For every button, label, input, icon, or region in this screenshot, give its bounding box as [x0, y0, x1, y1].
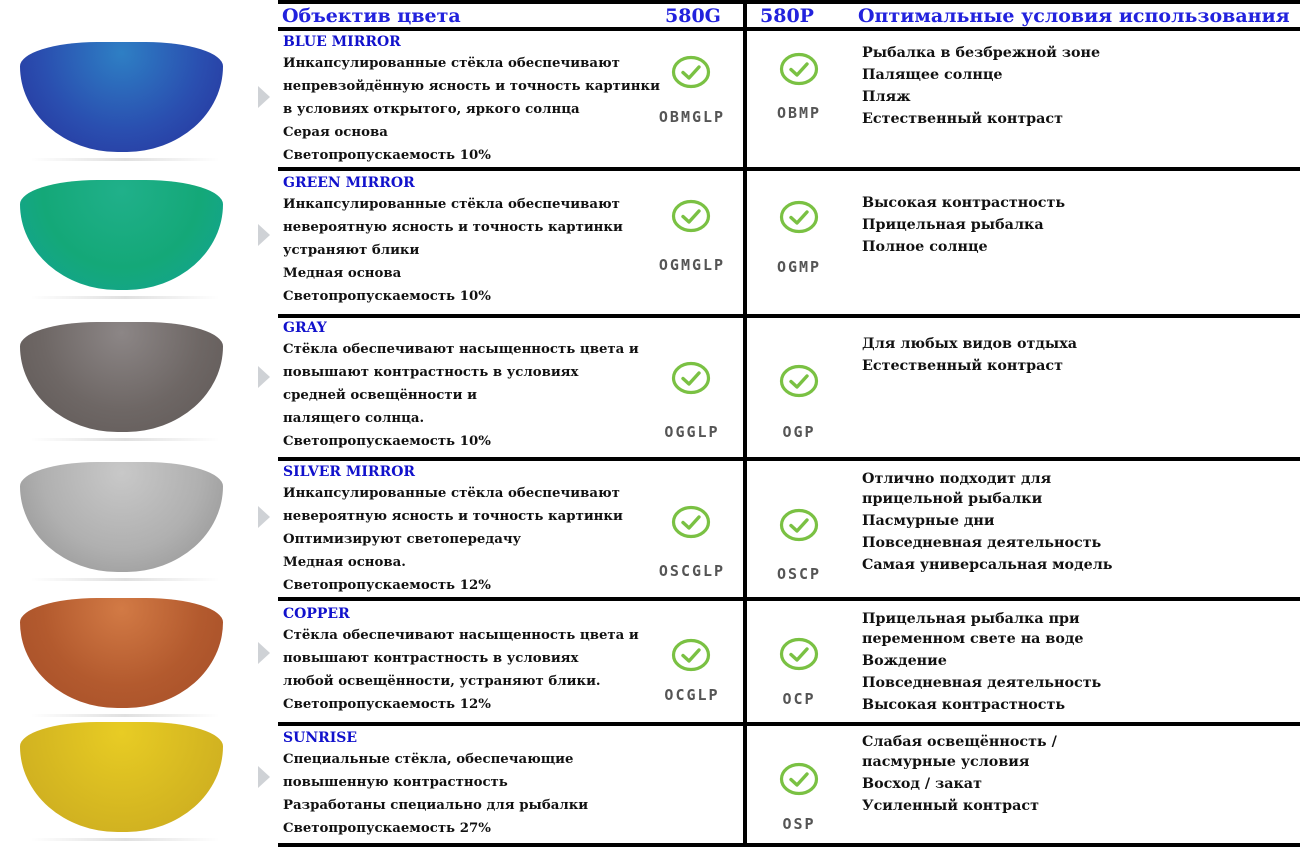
description-line: в условиях открытого, яркого солнца [283, 102, 580, 117]
usage-conditions [862, 734, 1057, 817]
model-code-580p: OCP [782, 690, 816, 708]
condition-item: Усиленный контраст [862, 798, 1039, 814]
condition-item: Самая универсальная модель [862, 557, 1113, 573]
row-divider [278, 457, 1300, 461]
usage-conditions [862, 471, 1113, 576]
description-line: Оптимизируют светопередачу [283, 532, 522, 547]
condition-item: Естественный контраст [862, 358, 1064, 374]
usage-conditions [862, 192, 1065, 258]
description-line: Инкапсулированные стёкла обеспечивают [283, 56, 620, 71]
description-line: Медная основа [283, 266, 402, 281]
lens-name: GREEN MIRROR [283, 175, 415, 191]
description-line: палящего солнца. [283, 411, 425, 426]
description-line: Разработаны специально для рыбалки [283, 798, 589, 813]
condition-item: Высокая контрастность [862, 195, 1066, 211]
description-line: Стёкла обеспечивают насыщенность цвета и [283, 628, 639, 643]
condition-item: Вождение [862, 653, 947, 669]
check-circle-icon [779, 52, 819, 86]
lens-description [283, 33, 660, 167]
model-code-580g: OSCGLP [658, 562, 726, 580]
check-circle-icon [779, 508, 819, 542]
description-line: Медная основа. [283, 555, 406, 570]
condition-item: пасмурные условия [862, 754, 1030, 770]
row-divider [278, 167, 1300, 171]
arrow-right-icon [258, 766, 270, 788]
arrow-right-icon [258, 642, 270, 664]
check-circle-icon [671, 505, 711, 539]
lens-image [20, 42, 223, 152]
usage-conditions [862, 611, 1101, 716]
arrow-right-icon [258, 506, 270, 528]
lens-image [20, 462, 223, 572]
check-circle-icon [779, 200, 819, 234]
condition-item: Прицельная рыбалка [862, 217, 1044, 233]
lens-image [20, 722, 223, 832]
model-code-580p: OSCP [776, 565, 822, 583]
condition-item: Прицельная рыбалка при [862, 611, 1080, 627]
lens-shadow [30, 578, 220, 581]
model-code-580p: OGP [782, 423, 816, 441]
description-line: Светопропускаемость 27% [283, 821, 491, 836]
model-code-580g: OBMGLP [658, 108, 726, 126]
lens-description [283, 729, 653, 840]
arrow-right-icon [258, 224, 270, 246]
check-circle-icon [671, 361, 711, 395]
description-line: устраняют блики [283, 243, 420, 258]
description-line: Светопропускаемость 10% [283, 148, 491, 163]
condition-item: Пляж [862, 89, 911, 105]
header-conditions: Оптимальные условия использования [858, 5, 1290, 27]
check-circle-icon [779, 762, 819, 796]
lens-description [283, 463, 653, 597]
model-code-580g: OCGLP [664, 686, 720, 704]
header-lens-color: Объектив цвета [282, 5, 461, 27]
row-divider [278, 722, 1300, 726]
usage-conditions [862, 333, 1077, 377]
description-line: Инкапсулированные стёкла обеспечивают [283, 197, 620, 212]
lens-shadow [30, 714, 220, 717]
lens-image [20, 322, 223, 432]
description-line: Серая основа [283, 125, 388, 140]
arrow-right-icon [258, 366, 270, 388]
check-circle-icon [671, 199, 711, 233]
description-line: Специальные стёкла, обеспечающие [283, 752, 574, 767]
condition-item: Пасмурные дни [862, 513, 995, 529]
condition-item: Для любых видов отдыха [862, 336, 1077, 352]
check-circle-icon [671, 55, 711, 89]
description-line: повышают контрастность в условиях [283, 651, 579, 666]
model-code-580g: OGGLP [664, 423, 720, 441]
lens-name: BLUE MIRROR [283, 34, 401, 50]
lens-description [283, 319, 653, 453]
description-line: повышают контрастность в условиях [283, 365, 579, 380]
condition-item: Слабая освещённость / [862, 734, 1057, 750]
arrow-right-icon [258, 86, 270, 108]
condition-item: Высокая контрастность [862, 697, 1066, 713]
model-code-580g: OGMGLP [658, 256, 726, 274]
description-line: Светопропускаемость 10% [283, 289, 491, 304]
check-circle-icon [779, 637, 819, 671]
model-code-580p: OBMP [776, 104, 822, 122]
lens-shadow [30, 438, 220, 441]
lens-shadow [30, 838, 220, 841]
check-circle-icon [671, 638, 711, 672]
check-circle-icon [779, 364, 819, 398]
lens-shadow [30, 158, 220, 161]
condition-item: Отлично подходит для [862, 471, 1052, 487]
description-line: Светопропускаемость 10% [283, 434, 491, 449]
condition-item: переменном свете на воде [862, 631, 1084, 647]
lens-description [283, 174, 653, 308]
condition-item: Восход / закат [862, 776, 982, 792]
condition-item: Полное солнце [862, 239, 988, 255]
description-line: непревзойдённую ясность и точность картинки [283, 79, 660, 94]
lens-shadow [30, 296, 220, 299]
lens-image [20, 180, 223, 290]
description-line: любой освещённости, устраняют блики. [283, 674, 601, 689]
description-line: средней освещённости и [283, 388, 477, 403]
model-code-580p: OSP [782, 815, 816, 833]
description-line: невероятную ясность и точность картинки [283, 220, 623, 235]
condition-item: Естественный контраст [862, 111, 1064, 127]
column-divider [743, 0, 747, 847]
condition-item: Повседневная деятельность [862, 535, 1102, 551]
header-580g: 580G [665, 5, 721, 27]
lens-name: SILVER MIRROR [283, 464, 416, 480]
row-divider [278, 597, 1300, 601]
description-line: Светопропускаемость 12% [283, 578, 491, 593]
condition-item: Палящее солнце [862, 67, 1003, 83]
description-line: Светопропускаемость 12% [283, 697, 491, 712]
model-code-580p: OGMP [776, 258, 822, 276]
condition-item: Повседневная деятельность [862, 675, 1102, 691]
description-line: Инкапсулированные стёкла обеспечивают [283, 486, 620, 501]
row-divider [278, 314, 1300, 318]
description-line: невероятную ясность и точность картинки [283, 509, 623, 524]
lens-name: COPPER [283, 606, 350, 622]
lens-name: SUNRISE [283, 730, 358, 746]
header-580p: 580P [760, 5, 814, 27]
table-bottom-border [278, 843, 1300, 847]
lens-image [20, 598, 223, 708]
lens-name: GRAY [283, 320, 327, 336]
description-line: Стёкла обеспечивают насыщенность цвета и [283, 342, 639, 357]
usage-conditions [862, 42, 1100, 130]
description-line: повышенную контрастность [283, 775, 508, 790]
condition-item: прицельной рыбалки [862, 491, 1043, 507]
lens-description [283, 605, 653, 716]
condition-item: Рыбалка в безбрежной зоне [862, 45, 1101, 61]
